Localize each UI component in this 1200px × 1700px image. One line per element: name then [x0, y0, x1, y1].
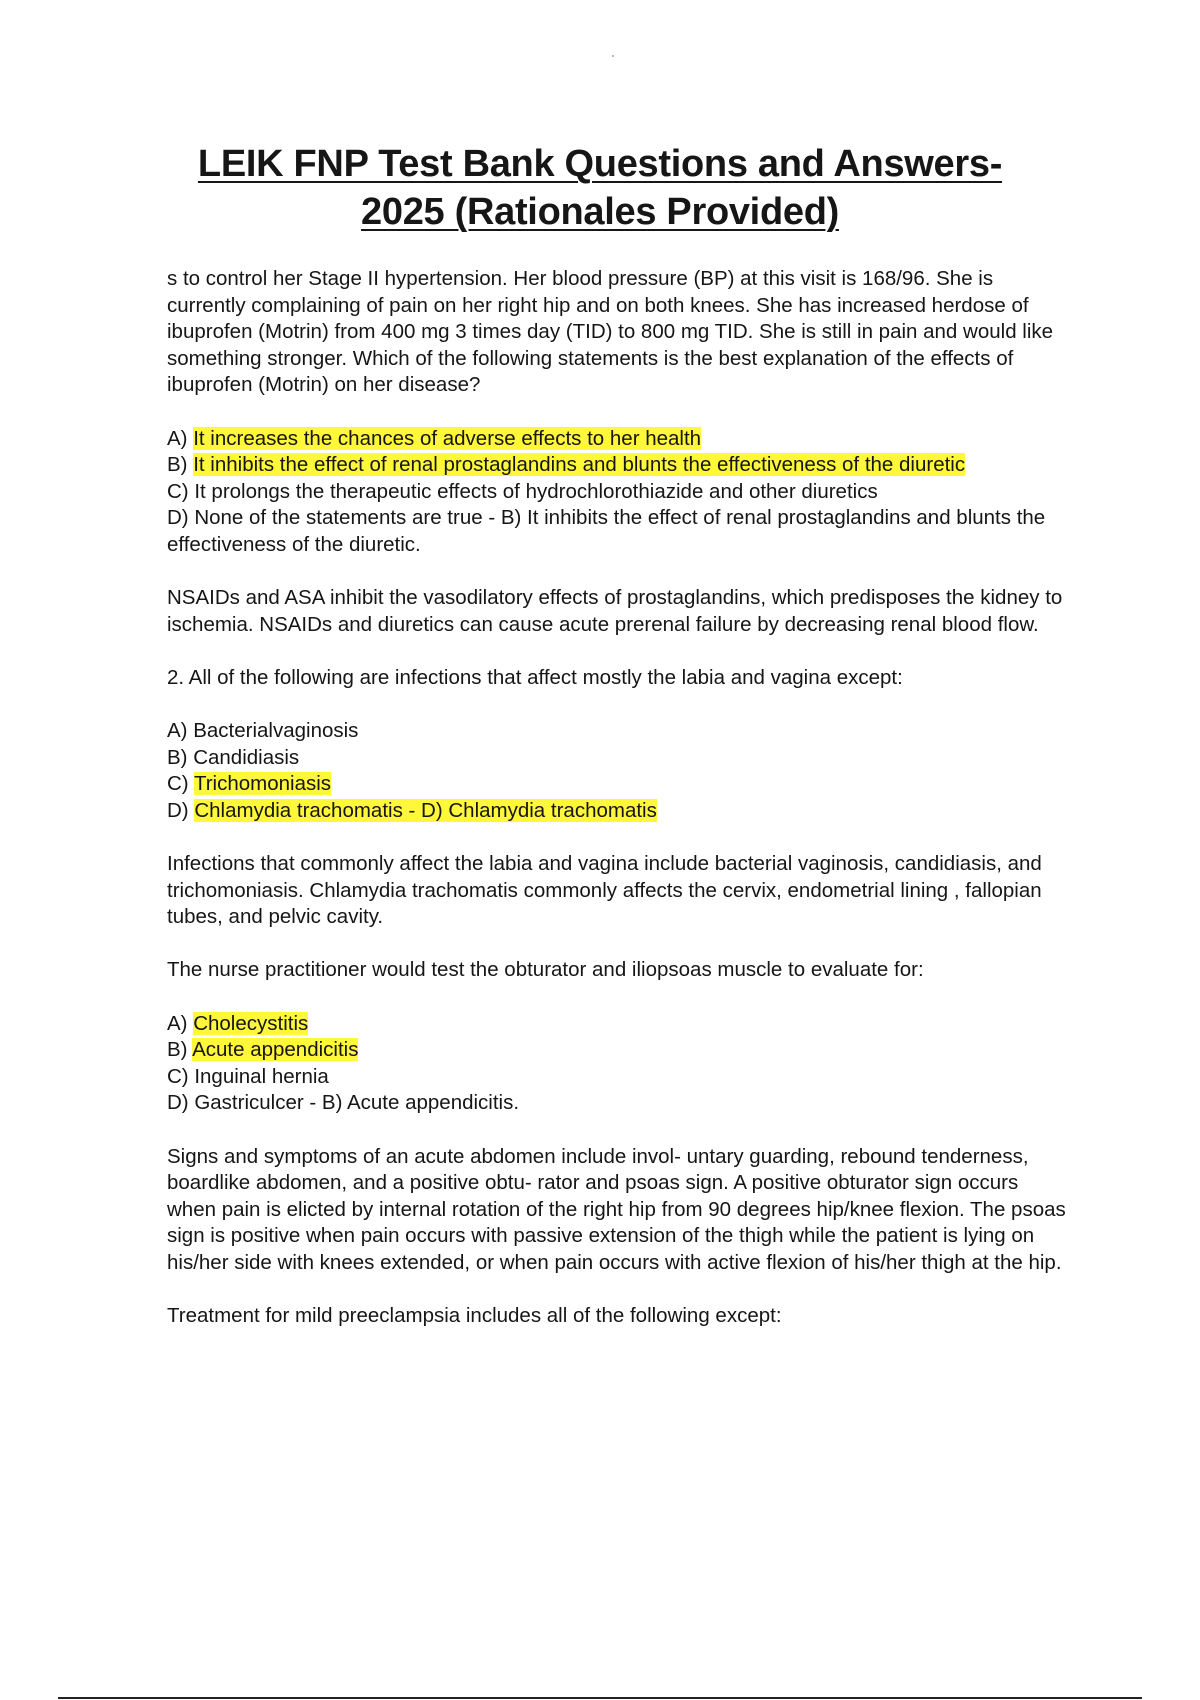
q1-option-c: C) It prolongs the therapeutic effects of hydrochlorothiazide and other diuretics	[167, 479, 878, 503]
q1-option-a: A) It increases the chances of adverse effects to her health	[167, 426, 702, 450]
q3-option-d: D) Gastriculcer - B) Acute appendicitis.	[167, 1091, 520, 1115]
scan-speck	[612, 55, 614, 57]
page-bottom-rule	[58, 1697, 1142, 1699]
q1-option-d: D) None of the statements are true - B) It inhibits the effect of renal prostaglandins and blunts the effectiveness of the diuretic.	[167, 506, 1046, 556]
q3-option-c: C) Inguinal hernia	[167, 1064, 329, 1088]
title-line-2: 2025 (Rationales Provided)	[361, 191, 839, 233]
q1-option-b: B) It inhibits the effect of renal prostaglandins and blunts the effectiveness of the diuretic	[167, 453, 966, 477]
q3-stem: The nurse practitioner would test the obturator and iliopsoas muscle to evaluate for:	[167, 958, 924, 982]
q2-option-a: A) Bacterialvaginosis	[167, 719, 359, 743]
title-line-1: LEIK FNP Test Bank Questions and Answers-	[197, 143, 1003, 185]
q3-options	[167, 1011, 1067, 1117]
q2-stem: 2. All of the following are infections that affect mostly the labia and vagina except:	[167, 665, 903, 689]
document-body	[167, 266, 1067, 1356]
q3-rationale: Signs and symptoms of an acute abdomen include invol- untary guarding, rebound tenderness, boardlike abdomen, and a positive obtu- rator and psoas sign. A positive obturator sign occurs when pain is elicted by internal rotation of the right hip from 90 degrees hip/knee flexion. The psoas sign is positive when pain occurs with passive extension of the thigh while the patient is lying on his/her side with knees extended, or when pain occurs with active flexion of his/her thigh at the hip.	[167, 1144, 1066, 1274]
q1-options	[167, 426, 1067, 559]
q3-option-b: B) Acute appendicitis	[167, 1038, 359, 1062]
q2-rationale: Infections that commonly affect the labia and vagina include bacterial vaginosis, candidiasis, and trichomoniasis. Chlamydia trachomatis commonly affects the cervix, endometrial lining , fallopian tubes, and pelvic cavity.	[167, 852, 1042, 929]
document-title	[150, 140, 1050, 236]
q1-stem: s to control her Stage II hypertension. Her blood pressure (BP) at this visit is 168/96. She is currently complaining of pain on her right hip and on both knees. She has increased herdose of ibuprofen (Motrin) from 400 mg 3 times day (TID) to 800 mg TID. She is still in pain and would like something stronger. Which of the following statements is the best explanation of the effects of ibuprofen (Motrin) on her disease?	[167, 267, 1054, 397]
q3-option-a: A) Cholecystitis	[167, 1011, 309, 1035]
q2-option-d: D) Chlamydia trachomatis - D) Chlamydia trachomatis	[167, 798, 657, 822]
q2-options	[167, 718, 1067, 824]
q4-stem: Treatment for mild preeclampsia includes all of the following except:	[167, 1304, 782, 1328]
q1-rationale: NSAIDs and ASA inhibit the vasodilatory effects of prostaglandins, which predisposes the kidney to ischemia. NSAIDs and diuretics can cause acute prerenal failure by decreasing renal blood flow.	[167, 586, 1063, 636]
q2-option-b: B) Candidiasis	[167, 745, 300, 769]
q2-option-c: C) Trichomoniasis	[167, 772, 332, 796]
